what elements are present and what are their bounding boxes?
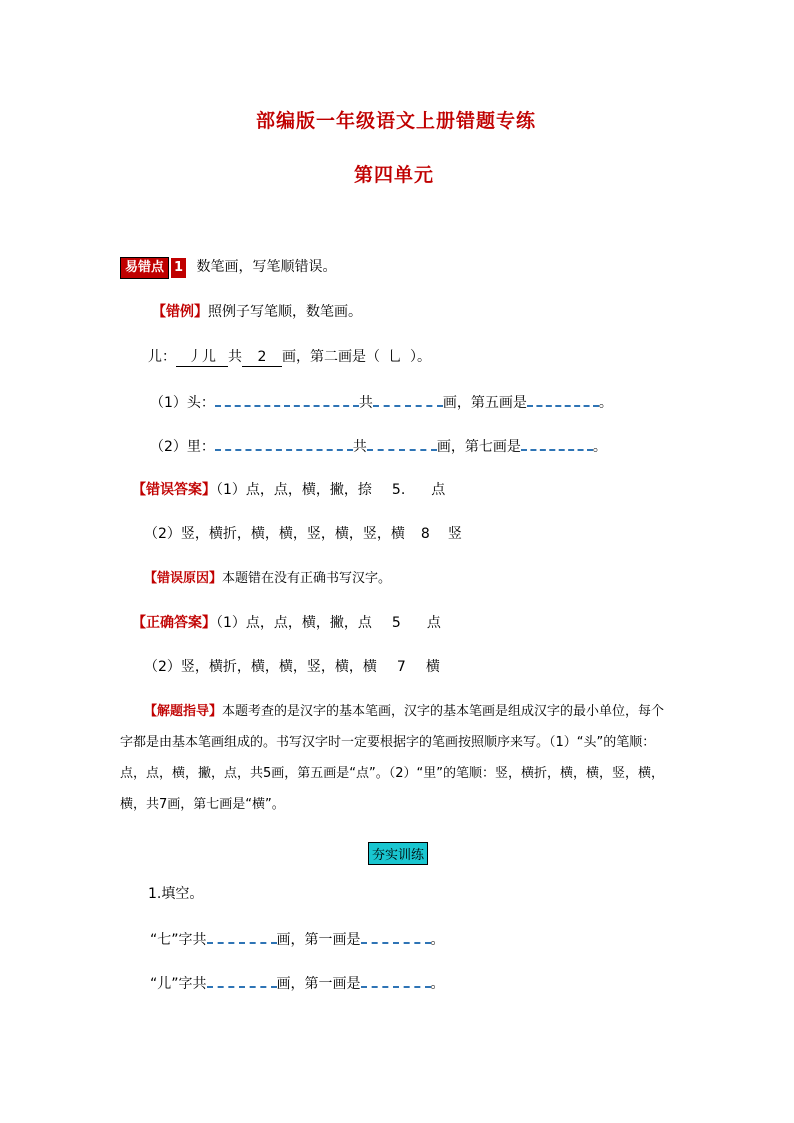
correct-answer-stroke-2: 横 bbox=[425, 659, 440, 675]
wrong-answer-label: 错误答案 bbox=[146, 482, 202, 498]
wrong-answer-num-1: 5. bbox=[391, 482, 406, 498]
training-item-2-stroke-blank[interactable] bbox=[361, 974, 431, 988]
training-item-1-count-blank[interactable] bbox=[207, 930, 277, 944]
example-strokes: 丿儿 bbox=[176, 348, 228, 367]
training-badge: 夯实训练 bbox=[368, 842, 428, 865]
error-point-badge: 易错点 bbox=[120, 257, 169, 279]
page-title: 部编版一年级语文上册错题专练 bbox=[256, 110, 537, 132]
example-count: 2 bbox=[242, 348, 282, 367]
question-1-count-blank[interactable] bbox=[373, 393, 443, 407]
correct-answer-line-1: 【正确答案】（1）点，点，横，撇，点 5 点 bbox=[132, 615, 441, 631]
section-heading bbox=[120, 257, 337, 279]
correct-answer-num-2: 7 bbox=[396, 659, 406, 675]
example-second-stroke: 乚 bbox=[388, 349, 402, 365]
training-item-1-c: 。 bbox=[430, 932, 445, 948]
wrong-reason-text: 本题错在没有正确书写汉字。 bbox=[222, 571, 392, 586]
training-q1: 1.填空。 bbox=[148, 886, 204, 902]
question-1-strokes-blank[interactable] bbox=[215, 393, 359, 407]
question-2-gong: 共 bbox=[352, 439, 367, 455]
example-gong: 共 bbox=[228, 349, 242, 365]
wrong-answer-num-2: 8 bbox=[420, 526, 430, 542]
solution-guide-label: 解题指导 bbox=[157, 704, 210, 719]
correct-answer-line-2 bbox=[144, 658, 440, 676]
wrong-answer-line-1: 【错误答案】（1）点，点，横，撇，捺 5. 点 bbox=[132, 482, 446, 498]
solution-guide-text: 本题考查的是汉字的基本笔画，汉字的基本笔画是组成汉字的最小单位，每个字都是由基本笔画组成的。书写汉字时一定要根据字的笔画按照顺序来写。（1）“头”的笔顺：点，点，横，撇，点，共5画，第五画是“点”。（2）“里”的笔顺：竖，横折，横，横，竖，横，横，共7画，第七画是“横”。 bbox=[120, 704, 665, 812]
training-item-2-b: 画，第一画是 bbox=[276, 976, 361, 992]
wrong-answer-stroke-1: 点 bbox=[431, 482, 446, 498]
example-second-text: 画，第二画是（ bbox=[282, 349, 380, 365]
question-2-stroke-blank[interactable] bbox=[521, 437, 593, 451]
example-text: 照例子写笔顺，数笔画。 bbox=[208, 304, 362, 320]
solution-guide: 【解题指导】本题考查的是汉字的基本笔画，汉字的基本笔画是组成汉字的最小单位，每个字都是由基本笔画组成的。书写汉字时一定要根据字的笔画按照顺序来写。（1）“头”的笔顺：点，点，横，撇，点，共5画，第五画是“点”。（2）“里”的笔顺：竖，横折，横，横，竖，横，横，共7画，第七画是“横”。 bbox=[120, 704, 665, 812]
wrong-answer-strokes-1: （1）点，点，横，撇，捺 bbox=[216, 482, 372, 498]
example-label: 错例 bbox=[166, 304, 194, 320]
question-2-prefix: （2）里： bbox=[150, 439, 215, 455]
training-item-2-count-blank[interactable] bbox=[207, 974, 277, 988]
wrong-answer-strokes-2: （2）竖，横折，横，横，竖，横，竖，横 bbox=[144, 526, 405, 542]
question-1-mid: 画，第五画是 bbox=[442, 395, 527, 411]
question-2-mid: 画，第七画是 bbox=[436, 439, 521, 455]
example-close: ）。 bbox=[410, 349, 431, 365]
error-point-number: 1 bbox=[169, 258, 186, 278]
training-badge-wrap bbox=[368, 842, 428, 865]
question-1-gong: 共 bbox=[358, 395, 373, 411]
wrong-reason-label: 错误原因 bbox=[157, 571, 210, 586]
question-1 bbox=[150, 393, 613, 412]
training-item-1-b: 画，第一画是 bbox=[276, 932, 361, 948]
question-2-count-blank[interactable] bbox=[367, 437, 437, 451]
correct-answer-num-1: 5 bbox=[391, 615, 401, 631]
section-heading-text: 数笔画，写笔顺错误。 bbox=[196, 259, 337, 275]
question-1-stroke-blank[interactable] bbox=[527, 393, 599, 407]
question-2-strokes-blank[interactable] bbox=[215, 437, 353, 451]
question-1-prefix: （1）头： bbox=[150, 395, 215, 411]
training-item-2 bbox=[150, 974, 445, 993]
wrong-reason: 【错误原因】本题错在没有正确书写汉字。 bbox=[144, 571, 392, 586]
correct-answer-label: 正确答案 bbox=[146, 615, 202, 631]
training-item-1-stroke-blank[interactable] bbox=[361, 930, 431, 944]
correct-answer-stroke-1: 点 bbox=[426, 615, 441, 631]
training-item-2-c: 。 bbox=[430, 976, 445, 992]
training-item-2-a: “儿”字共 bbox=[150, 976, 207, 992]
question-1-end: 。 bbox=[598, 395, 613, 411]
wrong-answer-stroke-2: 竖 bbox=[447, 526, 462, 542]
example-line bbox=[148, 348, 431, 367]
example-char: 儿： bbox=[148, 349, 176, 365]
example-instruction: 【错例】照例子写笔顺，数笔画。 bbox=[152, 304, 362, 320]
training-item-1-a: “七”字共 bbox=[150, 932, 207, 948]
wrong-answer-line-2 bbox=[144, 525, 462, 543]
correct-answer-strokes-2: （2）竖，横折，横，横，竖，横，横 bbox=[144, 659, 377, 675]
question-2-end: 。 bbox=[592, 439, 607, 455]
training-item-1 bbox=[150, 930, 445, 949]
correct-answer-strokes-1: （1）点，点，横，撇，点 bbox=[216, 615, 372, 631]
page-subtitle: 第四单元 bbox=[354, 164, 435, 186]
question-2 bbox=[150, 437, 607, 456]
